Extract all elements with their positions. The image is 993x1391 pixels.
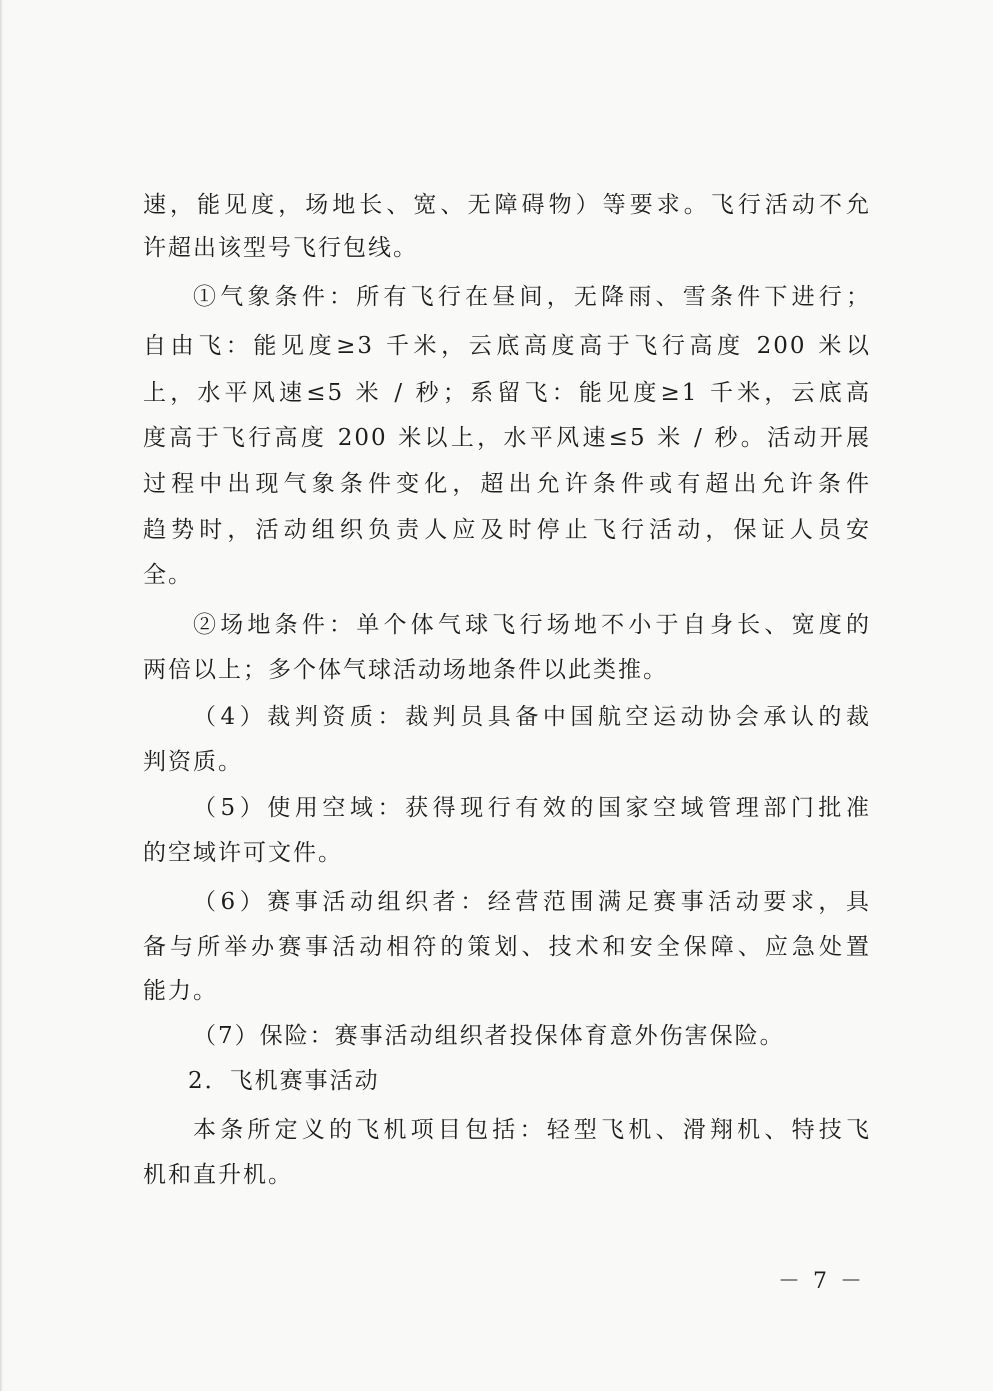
text-line: 过程中出现气象条件变化，超出允许条件或有超出允许条件 [143,471,871,497]
scan-edge [0,0,3,1391]
text-line: 全。 [143,562,193,588]
text-line: （5）使用空域：获得现行有效的国家空域管理部门批准 [193,795,871,821]
text-line: 许超出该型号飞行包线。 [143,235,418,261]
text-line: ①气象条件：所有飞行在昼间，无降雨、雪条件下进行； [193,284,871,310]
text-line: （6）赛事活动组织者：经营范围满足赛事活动要求，具 [193,889,871,915]
text-line: 的空域许可文件。 [143,840,343,866]
section-heading: 2．飞机赛事活动 [188,1068,380,1094]
text-line: 速，能见度，场地长、宽、无障碍物）等要求。飞行活动不允 [143,192,871,218]
text-line: 备与所举办赛事活动相符的策划、技术和安全保障、应急处置 [143,934,871,960]
text-line: （7）保险：赛事活动组织者投保体育意外伤害保险。 [193,1023,785,1049]
text-line: 自由飞：能见度≥3 千米，云底高度高于飞行高度 200 米以 [143,333,871,359]
text-line: 本条所定义的飞机项目包括：轻型飞机、滑翔机、特技飞 [193,1117,871,1143]
text-line: 判资质。 [143,749,243,775]
page-number: － 7 － [778,1269,865,1294]
text-line: 趋势时，活动组织负责人应及时停止飞行活动，保证人员安 [143,517,871,543]
text-line: 机和直升机。 [143,1162,293,1188]
text-line: 度高于飞行高度 200 米以上，水平风速≤5 米 / 秒。活动开展 [143,425,871,451]
text-line: （4）裁判资质：裁判员具备中国航空运动协会承认的裁 [193,704,871,730]
text-line: 能力。 [143,978,218,1004]
text-line: 上，水平风速≤5 米 / 秒；系留飞：能见度≥1 千米，云底高 [143,380,871,406]
text-line: ②场地条件：单个体气球飞行场地不小于自身长、宽度的 [193,612,871,638]
text-line: 两倍以上；多个体气球活动场地条件以此类推。 [143,657,668,683]
